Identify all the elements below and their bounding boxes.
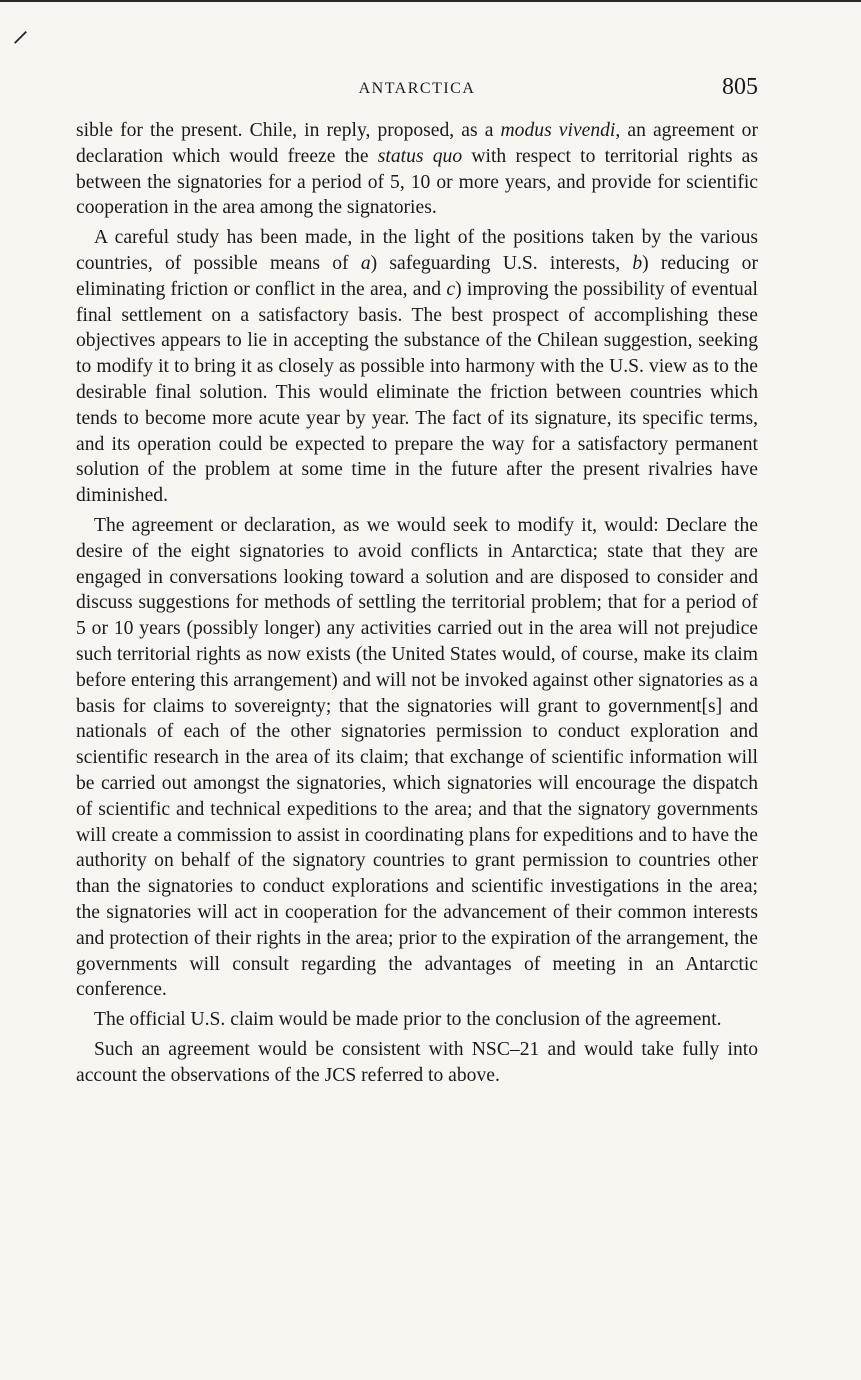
paragraph-3	[76, 513, 758, 1003]
text-run: sible for the present. Chile, in reply, proposed, as a	[76, 120, 501, 141]
text-run: ) safeguarding U.S. interests,	[370, 252, 633, 274]
text-run: with respect to territorial rights as between the signatories for a period of 5, 10 or more years, and provide for scientific cooperation in the area among the signatories.	[76, 145, 758, 219]
text-run: , an agreement or declaration which would freeze the	[76, 120, 758, 167]
italic-text-run: a	[360, 252, 371, 274]
paragraph-5	[76, 1037, 758, 1089]
text-run: The agreement or declaration, as we would seek to modify it, would: Declare the desire of the eight signatories to avoid conflicts in Antarctica; state that they are engaged in conversations looking toward a solution and are disposed to consider and discuss suggestions for methods of settling the territorial problem; that for a period of 5 or 10 years (possibly longer) any activities carried out in the area will not prejudice such territorial rights as now exists (the United States would, of course, make its claim before entering this arrangement) and will not be invoked against other signatories as a basis for claims to sovereignty; that the signatories will grant to government[s] and nationals of each of the other signatories permission to conduct exploration and scientific research in the area of its claim; that exchange of scientific information will be carried out amongst the signatories, which signatories will encourage the dispatch of scientific and technical expeditions to the area; and that the signatory governments will create a commission to assist in coordinating plans for expeditions and to have the authority on behalf of the signatory countries to grant permission to countries other than the signatories to conduct explorations and scientific investigations in the area; the signatories will act in cooperation for the advancement of their common interests and protection of their rights in the area; prior to the expiration of the arrangement, the governments will consult regarding the advantages of meeting in an Antarctic conference.	[76, 514, 758, 1001]
paragraph-2	[76, 225, 758, 509]
text-run: Such an agreement would be consistent with NSC–21 and would take fully into account the observations of the JCS referred to above.	[76, 1038, 758, 1086]
margin-pencil-mark: ⸝	[12, 12, 29, 49]
text-run: ) reducing or eliminating friction or conflict in the area, and	[76, 252, 758, 300]
text-run: The official U.S. claim would be made prior to the conclusion of the agreement.	[94, 1009, 722, 1031]
italic-text-run: b	[632, 252, 643, 274]
italic-text-run: c	[446, 278, 456, 300]
italic-text-run: modus vivendi	[500, 120, 616, 141]
paragraph-4	[76, 1007, 758, 1033]
top-border-rule	[0, 0, 861, 2]
running-title: ANTARCTICA	[358, 80, 476, 97]
page-number: 805	[722, 74, 758, 100]
document-body	[76, 118, 758, 1088]
italic-text-run: status quo	[377, 145, 463, 167]
text-run: ) improving the possibility of eventual final settlement on a satisfactory basis. The best prospect of accomplishing these objectives appears to lie in accepting the substance of the Chilean suggestion, seeking to modify it to bring it as closely as possible into harmony with the U.S. view as to the desirable final solution. This would eliminate the friction between countries which tends to become more acute year by year. The fact of its signature, its specific terms, and its operation could be expected to prepare the way for a satisfactory permanent solution of the problem at some time in the future after the present rivalries have diminished.	[76, 278, 758, 507]
page-header	[76, 74, 758, 106]
paragraph-1	[76, 118, 758, 221]
text-run: A careful study has been made, in the light of the positions taken by the various countries, of possible means of	[76, 227, 758, 274]
